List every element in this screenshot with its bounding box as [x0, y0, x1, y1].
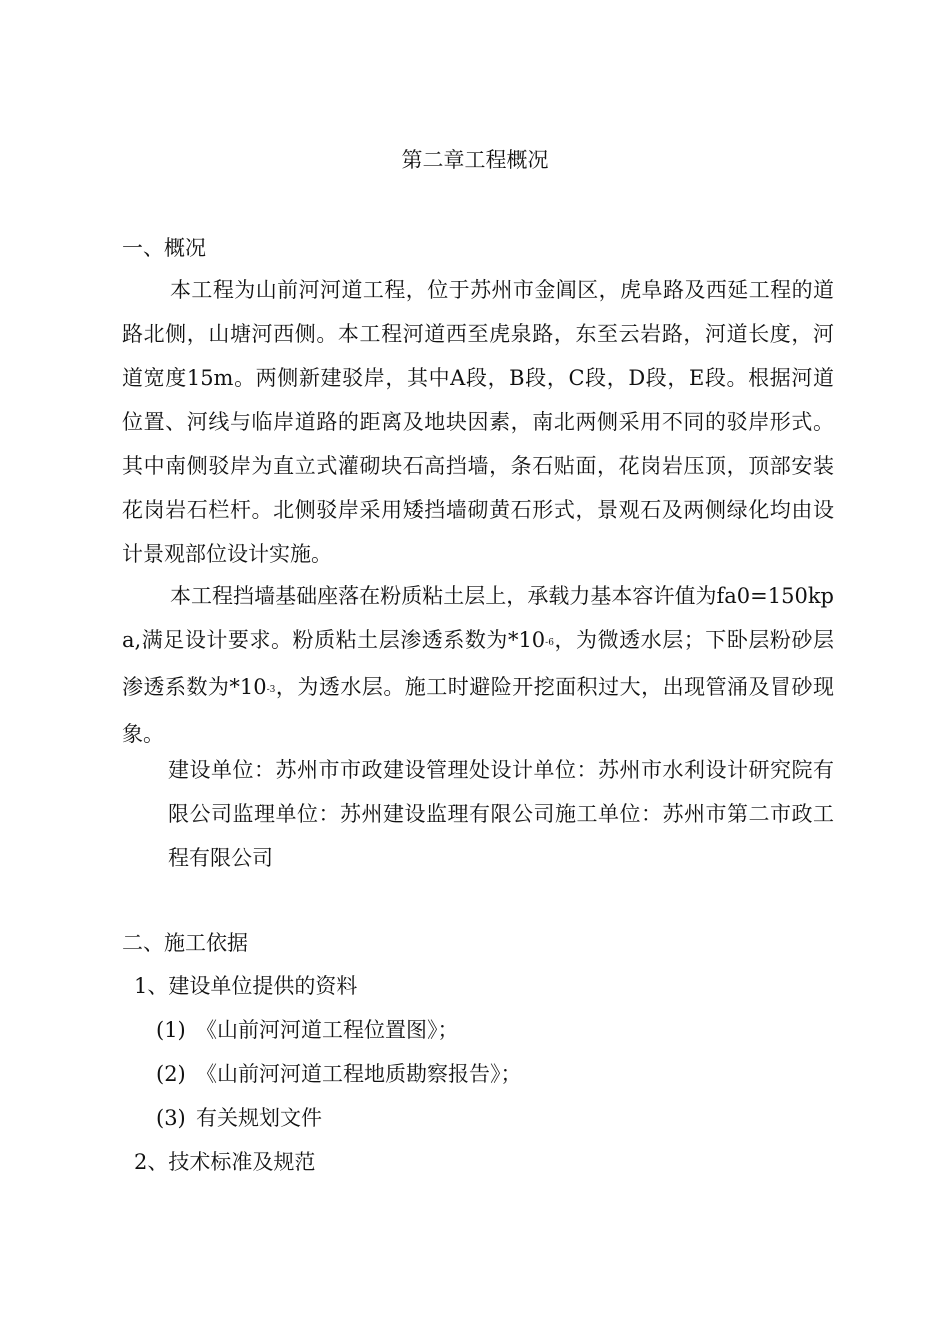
paragraph-2-text-c: ，为透水层。施工时避险开挖面积过大，出现管涌及冒砂现象。	[122, 675, 834, 747]
section-heading-overview: 一、概况	[122, 236, 206, 260]
exponent-2: -3	[266, 685, 276, 696]
list-item	[156, 1060, 522, 1088]
list-item-text: 《山前河河道工程地质勘察报告》；	[196, 1062, 522, 1086]
project-units-paragraph: 建设单位：苏州市市政建设管理处设计单位：苏州市水利设计研究院有限公司监理单位：苏州建设监理有限公司施工单位：苏州市第二市政工程有限公司	[168, 758, 834, 870]
list-item-text: 有关规划文件	[196, 1106, 322, 1130]
overview-paragraph-2	[122, 574, 834, 756]
paragraph-2-text-b: ，为微透水层；下卧层粉砂层渗透系数为*10	[122, 628, 834, 700]
paragraph-2-text-a: 本工程挡墙基础座落在粉质粘土层上，承载力基本容许值为fa0=150kpa,满足设计要求。粉质粘土层渗透系数为*10	[122, 584, 834, 652]
list-item-number: (3)	[156, 1106, 186, 1130]
overview-paragraph-1: 本工程为山前河河道工程，位于苏州市金阊区，虎阜路及西延工程的道路北侧，山塘河西侧。本工程河道西至虎泉路，东至云岩路，河道长度，河道宽度15m。两侧新建驳岸，其中A段，B段，C段，D段，E段。根据河道位置、河线与临岸道路的距离及地块因素，南北两侧采用不同的驳岸形式。其中南侧驳岸为直立式灌砌块石高挡墙，条石贴面，花岗岩压顶，顶部安装花岗岩石栏杆。北侧驳岸采用矮挡墙砌黄石形式，景观石及两侧绿化均由设计景观部位设计实施。	[122, 278, 834, 566]
subsection-technical-standards: 2、技术标准及规范	[134, 1150, 316, 1174]
subsection-client-materials: 1、建设单位提供的资料	[134, 974, 358, 998]
chapter-title: 第二章工程概况	[401, 148, 549, 172]
list-item-number: (2)	[156, 1062, 186, 1086]
exponent-1: -6	[545, 638, 554, 649]
section-heading-basis: 二、施工依据	[122, 931, 248, 955]
list-item	[156, 1104, 322, 1132]
list-item	[156, 1016, 459, 1044]
list-item-number: (1)	[156, 1018, 186, 1042]
list-item-text: 《山前河河道工程位置图》；	[196, 1018, 459, 1042]
